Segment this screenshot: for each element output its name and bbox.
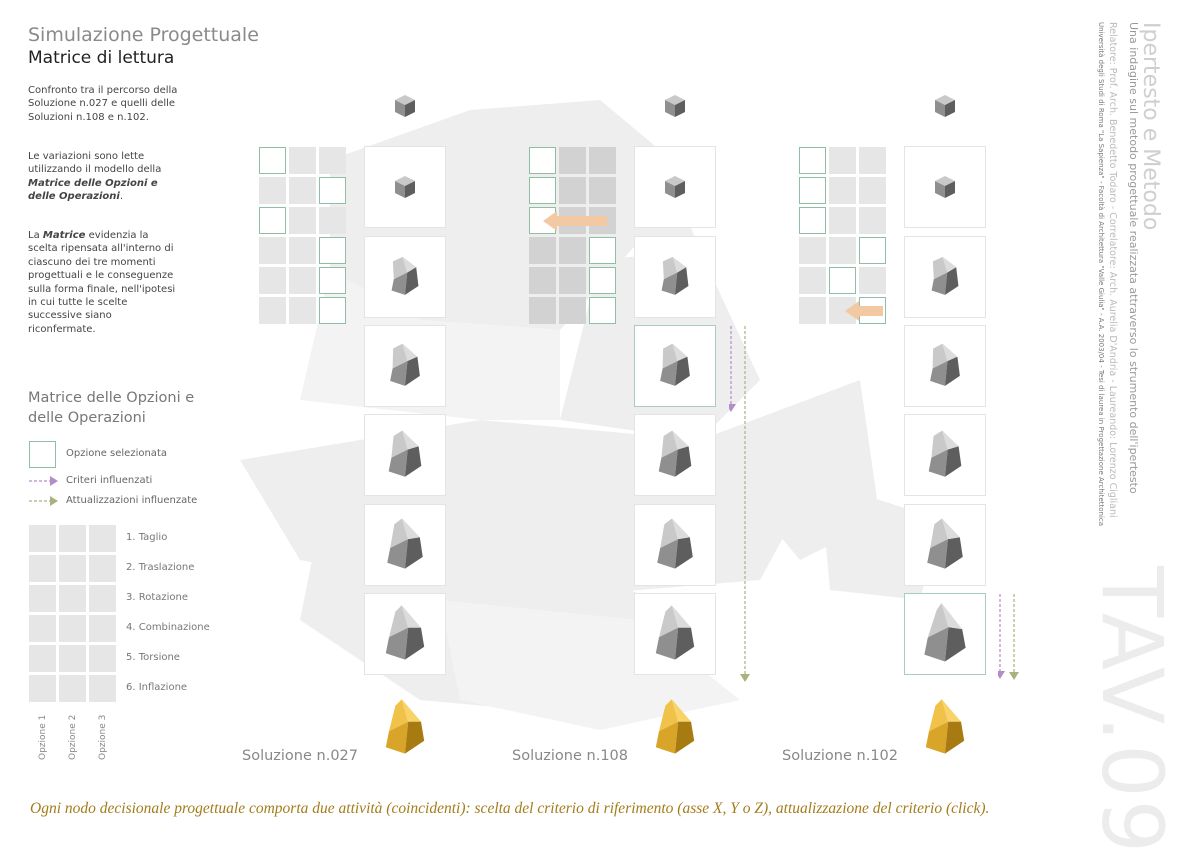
matrix-cell-selected [829, 267, 856, 294]
criteria-arrow-head [729, 404, 736, 412]
board-number: TAV.09 [1083, 566, 1181, 855]
massing-model [660, 344, 690, 386]
legend-matrix-cell [29, 525, 56, 552]
massing-model [926, 699, 964, 753]
legend-matrix-cell [29, 615, 56, 642]
solution-label: Soluzione n.027 [242, 748, 358, 764]
massing-model [935, 176, 955, 198]
description-text: Le variazioni sono lette utilizzando il modello della [28, 151, 162, 176]
massing-model [935, 95, 955, 117]
matrix-cell [319, 147, 346, 174]
matrix-cell [589, 177, 616, 204]
block-right-face [405, 628, 424, 660]
matrix-cell [589, 147, 616, 174]
matrix-cell [559, 147, 586, 174]
matrix-cell [529, 267, 556, 294]
matrix-cell-selected [319, 237, 346, 264]
step-frame [905, 147, 985, 227]
solution-label: Soluzione n.102 [782, 748, 898, 764]
massing-model [395, 176, 415, 198]
step-massing-model [905, 594, 985, 674]
matrix-cell [289, 177, 316, 204]
step-frame [365, 594, 445, 674]
side-university: Università degli Studi di Roma "La Sapienza" - Facoltà di Architettura "Valle Giulia" - A.A. 2003/04 - Tesi di laurea in Progettazione Architettonica [1097, 22, 1105, 527]
final-form-icon [365, 688, 445, 768]
page-title: Simulazione Progettuale [28, 24, 259, 46]
legend-operation-label: 4. Combinazione [126, 622, 210, 633]
updates-arrow-head [1009, 672, 1019, 680]
step-massing-model [365, 147, 445, 227]
matrix-cell [559, 267, 586, 294]
description-text: La [28, 230, 43, 241]
step-massing-model [905, 505, 985, 585]
massing-model [389, 431, 422, 477]
step-massing-model [905, 326, 985, 406]
legend-operation-label: 6. Inflazione [126, 682, 188, 693]
legend-matrix-cell [59, 555, 86, 582]
side-subtitle: Una indagine sul metodo progettuale realizzata attraverso lo strumento dell'ipertesto [1127, 22, 1140, 494]
step-massing-model [635, 594, 715, 674]
step-frame [365, 237, 445, 317]
matrix-cell-selected [799, 177, 826, 204]
matrix-cell-selected [799, 207, 826, 234]
matrix-cell-selected [319, 267, 346, 294]
matrix-cell [289, 267, 316, 294]
matrix-cell [529, 297, 556, 324]
legend-option-label: Opzione 1 [38, 714, 48, 760]
step-massing-model [905, 237, 985, 317]
massing-model [659, 431, 692, 477]
legend-title: Matrice delle Opzioni e delle Operazioni [28, 390, 195, 426]
description-text: evidenzia la scelta ripensata all'interno di ciascuno dei tre momenti progettuali e le conseguenze sulla forma finale, nell'ipotesi in cui tutte le scelte successive siano riconfermate. [28, 230, 176, 335]
legend-operation-label: 2. Traslazione [126, 562, 195, 573]
massing-model [665, 95, 685, 117]
legend-matrix-cell [59, 675, 86, 702]
matrix-cell-selected [529, 177, 556, 204]
massing-model [927, 518, 963, 568]
matrix-cell-selected [259, 207, 286, 234]
matrix-cell [799, 267, 826, 294]
step-frame [365, 147, 445, 227]
step-massing-model [635, 505, 715, 585]
influence-arrows [998, 0, 1028, 700]
matrix-cell [859, 267, 886, 294]
description-paragraph-1: Confronto tra il percorso della Soluzione n.027 e quelli delle Soluzioni n.108 e n.102. [28, 85, 178, 123]
initial-volume-icon [635, 86, 715, 126]
matrix-cell-selected [589, 297, 616, 324]
legend-arrows-icon [28, 474, 62, 514]
legend-matrix-cell [89, 585, 116, 612]
legend-matrix-cell [59, 615, 86, 642]
massing-model [657, 518, 693, 568]
step-massing-model [635, 415, 715, 495]
block-right-face [945, 627, 966, 661]
change-arrow-icon [543, 209, 615, 233]
block-right-face [675, 722, 694, 754]
massing-model [929, 431, 962, 477]
step-frame [635, 505, 715, 585]
massing-model [392, 257, 419, 295]
arrow-head [845, 301, 859, 321]
matrix-cell [799, 237, 826, 264]
matrix-cell [529, 237, 556, 264]
matrix-cell-selected [319, 177, 346, 204]
matrix-cell [319, 207, 346, 234]
description-emphasis: Matrice [42, 230, 86, 241]
arrow-shaft [857, 306, 883, 316]
matrix-cell [289, 147, 316, 174]
page-subtitle: Matrice di lettura [28, 48, 175, 68]
description-emphasis: Matrice delle Opzioni e delle Operazioni [28, 177, 158, 203]
massing-model [390, 344, 420, 386]
matrix-cell-selected [529, 147, 556, 174]
matrix-cell [829, 147, 856, 174]
step-massing-model [365, 415, 445, 495]
step-frame [635, 415, 715, 495]
legend-matrix-cell [29, 555, 56, 582]
change-arrow-icon [845, 299, 891, 323]
matrix-cell [859, 177, 886, 204]
legend-matrix-cell [29, 585, 56, 612]
step-frame [905, 594, 985, 674]
step-massing-model [365, 237, 445, 317]
massing-model [932, 257, 959, 295]
legend-matrix-cell [29, 675, 56, 702]
description-paragraph-3 [28, 229, 178, 336]
step-frame [635, 594, 715, 674]
matrix-cell [259, 177, 286, 204]
description-text: . [119, 191, 124, 203]
legend-criteria-label: Criteri influenzati [66, 475, 153, 486]
side-title: Ipertesto e Metodo [1138, 22, 1163, 231]
initial-volume-icon [905, 86, 985, 126]
massing-model [386, 699, 424, 753]
solution-label: Soluzione n.108 [512, 748, 628, 764]
matrix-cell [259, 267, 286, 294]
step-massing-model [365, 505, 445, 585]
matrix-cell [259, 297, 286, 324]
legend-matrix-cell [89, 645, 116, 672]
matrix-cell [829, 177, 856, 204]
influence-arrows [729, 0, 759, 700]
massing-model [930, 344, 960, 386]
selected-option-swatch [29, 441, 56, 468]
legend-selected-label: Opzione selezionata [66, 448, 167, 459]
step-frame [365, 415, 445, 495]
matrix-cell [559, 297, 586, 324]
final-form-icon [905, 688, 985, 768]
step-frame [365, 326, 445, 406]
step-frame [635, 326, 715, 406]
matrix-cell [799, 297, 826, 324]
arrow-shaft [555, 216, 607, 226]
massing-model [386, 605, 424, 659]
criteria-arrow-head [998, 671, 1005, 679]
matrix-cell-selected [319, 297, 346, 324]
matrix-cell [289, 207, 316, 234]
step-frame [905, 415, 985, 495]
massing-model [924, 603, 965, 661]
matrix-cell-selected [589, 267, 616, 294]
legend-matrix-cell [89, 675, 116, 702]
legend-operation-label: 1. Taglio [126, 532, 168, 543]
step-massing-model [635, 326, 715, 406]
step-massing-model [365, 326, 445, 406]
matrix-cell [829, 237, 856, 264]
step-massing-model [365, 594, 445, 674]
legend-option-label: Opzione 2 [68, 714, 78, 760]
description-paragraph-2 [28, 150, 178, 204]
side-credits: Relatore: Prof. Arch. Benedetto Todaro - Correlatore: Arch. Aurelia D'Andria - Laureando: Lorenzo Cigliani [1107, 22, 1118, 518]
arrow-head [543, 211, 557, 231]
matrix-cell [259, 237, 286, 264]
massing-model [656, 699, 694, 753]
step-frame [635, 147, 715, 227]
matrix-cell [289, 297, 316, 324]
step-frame [905, 505, 985, 585]
massing-model [656, 605, 694, 659]
massing-model [387, 518, 423, 568]
step-frame [635, 237, 715, 317]
step-massing-model [635, 147, 715, 227]
legend-matrix-cell [59, 645, 86, 672]
bottom-caption: Ogni nodo decisionale progettuale comporta due attività (coincidenti): scelta del criterio di riferimento (asse X, Y o Z), attualizzazione del criterio (click). [30, 800, 990, 817]
legend-option-label: Opzione 3 [98, 714, 108, 760]
step-massing-model [635, 237, 715, 317]
matrix-cell-selected [799, 147, 826, 174]
final-form-icon [635, 688, 715, 768]
legend-matrix-cell [59, 525, 86, 552]
matrix-cell-selected [859, 237, 886, 264]
legend-matrix-cell [59, 585, 86, 612]
updates-arrow-head [740, 674, 750, 682]
matrix-cell [559, 237, 586, 264]
initial-volume-icon [365, 86, 445, 126]
step-massing-model [905, 147, 985, 227]
step-frame [905, 237, 985, 317]
matrix-cell-selected [589, 237, 616, 264]
block-right-face [675, 628, 694, 660]
matrix-cell [559, 177, 586, 204]
legend-matrix-cell [89, 525, 116, 552]
legend-operation-label: 3. Rotazione [126, 592, 189, 603]
legend-operation-label: 5. Torsione [126, 652, 180, 663]
matrix-cell [289, 237, 316, 264]
massing-model [665, 176, 685, 198]
legend-matrix-cell [89, 555, 116, 582]
matrix-cell-selected [259, 147, 286, 174]
step-frame [905, 326, 985, 406]
legend-matrix-cell [89, 615, 116, 642]
legend-matrix-cell [29, 645, 56, 672]
massing-model [662, 257, 689, 295]
block-right-face [945, 722, 964, 754]
legend-updates-label: Attualizzazioni influenzate [66, 495, 198, 506]
matrix-cell [859, 207, 886, 234]
step-frame [365, 505, 445, 585]
step-massing-model [905, 415, 985, 495]
massing-model [395, 95, 415, 117]
block-right-face [405, 722, 424, 754]
matrix-cell [829, 207, 856, 234]
matrix-cell [859, 147, 886, 174]
